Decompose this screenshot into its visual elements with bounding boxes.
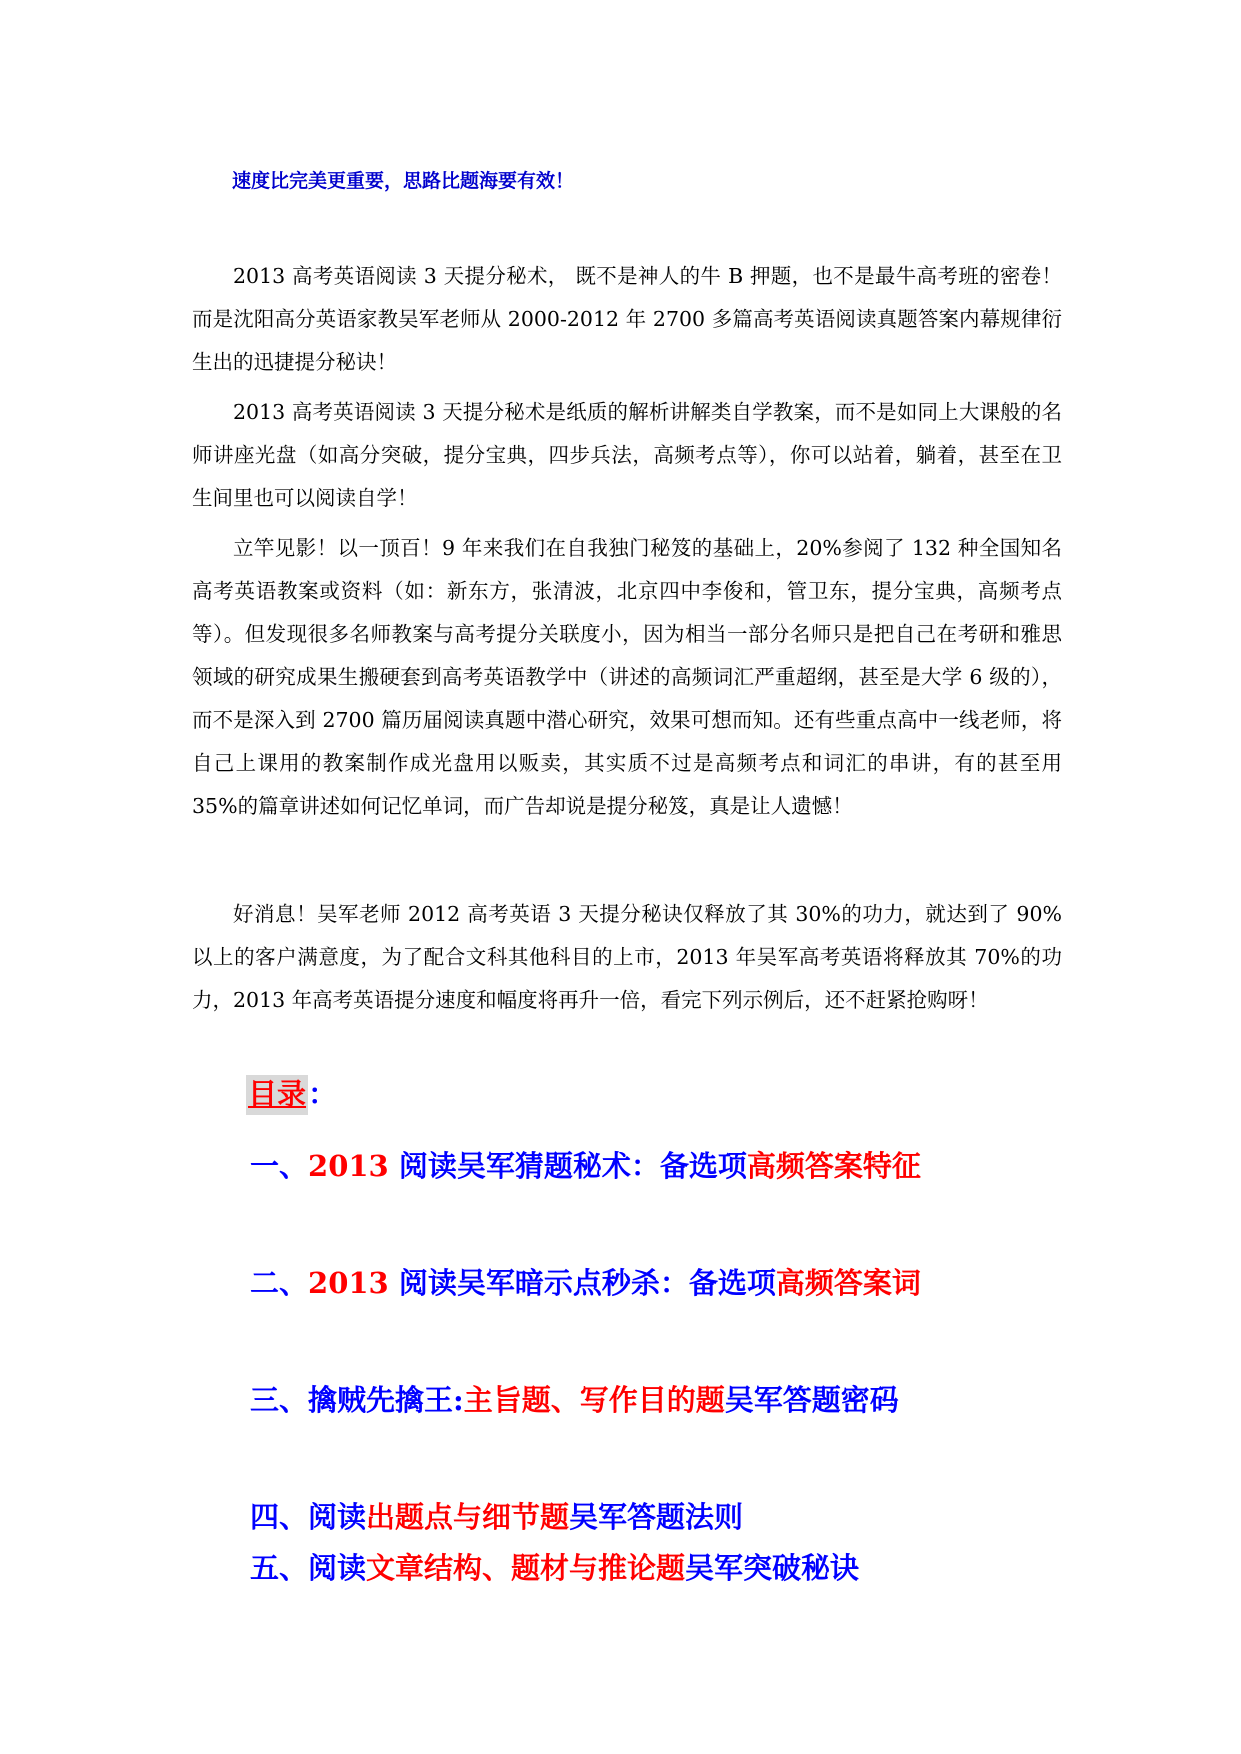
toc-item-segment: 阅读吴军暗示点秒杀：备选项 — [398, 1266, 776, 1300]
toc-item-2 — [250, 1263, 921, 1303]
toc-item-1 — [250, 1146, 921, 1186]
slogan-heading: 速度比完美更重要，思路比题海要有效！ — [232, 170, 575, 192]
toc-item-segment: 文章结构、题材与推论题 — [366, 1551, 686, 1585]
toc-item-segment: 二、 — [250, 1266, 309, 1300]
paragraph-intro: 2013 高考英语阅读 3 天提分秘术， 既不是神人的牛 B 押题，也不是最牛高考班的密卷！而是沈阳高分英语家教吴军老师从 2000-2012 年 2700 多篇高考英语阅读真题答案内幕规律衍生出的迅捷提分秘诀！ — [192, 264, 1062, 374]
toc-item-segment: 吴军答题密码 — [724, 1383, 899, 1417]
toc-item-segment: 主旨题、写作目的题 — [463, 1383, 725, 1417]
toc-heading-colon: ： — [308, 1077, 338, 1111]
toc-item-segment: 四、阅读 — [250, 1500, 367, 1534]
toc-item-segment: 2013 — [308, 1149, 399, 1183]
toc-item-segment: 吴军答题法则 — [569, 1500, 744, 1534]
toc-item-segment: 2013 — [308, 1266, 399, 1300]
paragraph-format: 2013 高考英语阅读 3 天提分秘术是纸质的解析讲解类自学教案，而不是如同上大课般的名师讲座光盘（如高分突破，提分宝典，四步兵法，高频考点等），你可以站着，躺着，甚至在卫生间里也可以阅读自学！ — [192, 400, 1062, 510]
paragraph-research: 立竿见影！以一顶百！9 年来我们在自我独门秘笈的基础上，20%参阅了 132 种全国知名高考英语教案或资料（如：新东方，张清波，北京四中李俊和，管卫东，提分宝典，高频考点等）。但发现很多名师教案与高考提分关联度小，因为相当一部分名师只是把自己在考研和雅思领域的研究成果生搬硬套到高考英语教学中（讲述的高频词汇严重超纲，甚至是大学 6 级的），而不是深入到 2700 篇历届阅读真题中潜心研究，效果可想而知。还有些重点高中一线老师，将自己上课用的教案制作成光盘用以贩卖，其实质不过是高频考点和词汇的串讲，有的甚至用 35%的篇章讲述如何记忆单词，而广告却说是提分秘笈，真是让人遗憾！ — [192, 536, 1062, 818]
toc-item-segment: 三、擒贼先擒王: — [250, 1383, 464, 1417]
toc-item-4 — [250, 1497, 743, 1537]
toc-item-segment: 五、阅读 — [250, 1551, 367, 1585]
toc-item-5 — [250, 1548, 859, 1588]
toc-item-segment: 高频答案特征 — [746, 1149, 921, 1183]
toc-item-segment: 吴军突破秘诀 — [685, 1551, 860, 1585]
toc-heading-label: 目录 — [246, 1075, 308, 1115]
toc-item-segment: 一、 — [250, 1149, 309, 1183]
toc-item-segment: 出题点与细节题 — [366, 1500, 570, 1534]
toc-heading — [246, 1076, 337, 1112]
toc-item-3 — [250, 1380, 899, 1420]
toc-item-segment: 阅读吴军猜题秘术：备选项 — [398, 1149, 747, 1183]
paragraph-good-news: 好消息！吴军老师 2012 高考英语 3 天提分秘诀仅释放了其 30%的功力，就达到了 90%以上的客户满意度，为了配合文科其他科目的上市，2013 年吴军高考英语将释放其 70%的功力，2013 年高考英语提分速度和幅度将再升一倍，看完下列示例后，还不赶紧抢购呀！ — [192, 902, 1062, 1012]
toc-item-segment: 高频答案词 — [775, 1266, 921, 1300]
